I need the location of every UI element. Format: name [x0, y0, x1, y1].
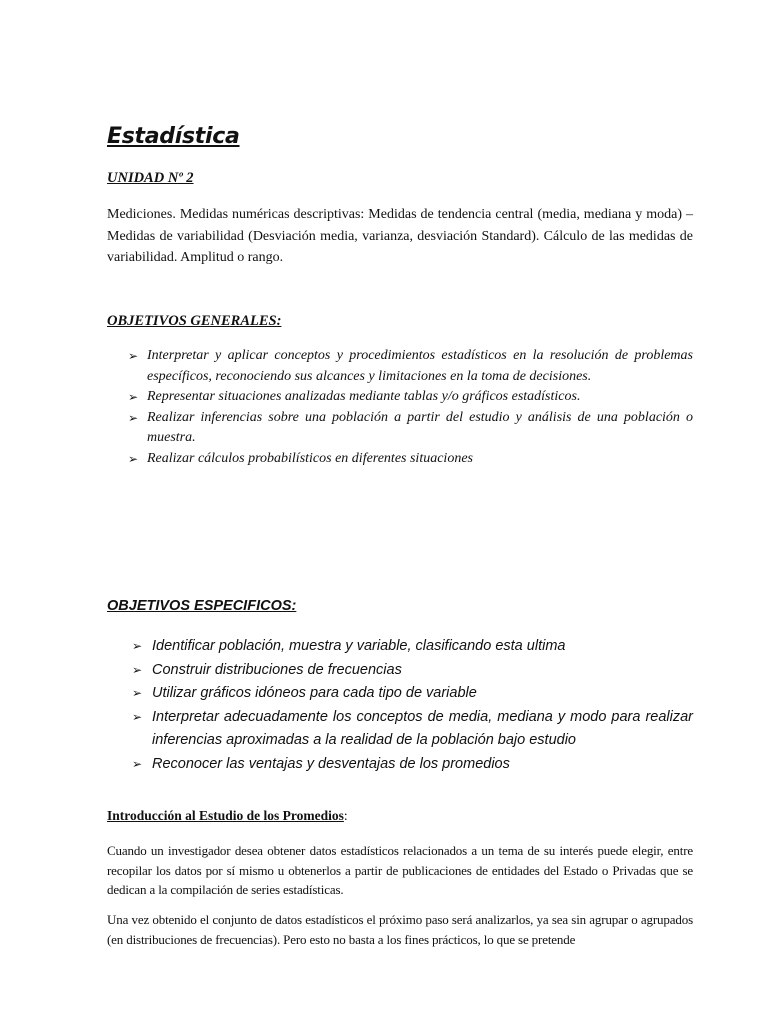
list-item-text: Realizar inferencias sobre una población a partir del estudio y análisis de una población o muestra. — [147, 409, 693, 445]
list-item-text: Interpretar y aplicar conceptos y procedimientos estadísticos en la resolución de problemas específicos, reconociendo sus alcances y limitaciones en la toma de decisiones. — [147, 348, 693, 384]
list-item-text: Construir distribuciones de frecuencias — [152, 661, 402, 678]
list-item-text: Utilizar gráficos idóneos para cada tipo de variable — [152, 685, 477, 701]
list-item-text: Realizar cálculos probabilísticos en diferentes situaciones — [147, 450, 473, 466]
list-item — [128, 408, 693, 449]
arrow-bullet-icon: ➢ — [132, 709, 143, 724]
arrow-bullet-icon: ➢ — [132, 662, 143, 677]
document-title: Estadística — [107, 124, 240, 149]
list-item-text: Identificar población, muestra y variable, clasificando esta ultima — [152, 638, 566, 654]
arrow-bullet-icon: ➢ — [128, 410, 139, 425]
list-item — [128, 346, 693, 387]
list-item-text: Representar situaciones analizadas mediante tablas y/o gráficos estadísticos. — [147, 389, 581, 404]
arrow-bullet-icon: ➢ — [132, 756, 143, 771]
list-item-text: Reconocer las ventajas y desventajas de los promedios — [152, 755, 510, 772]
specific-objectives-heading: OBJETIVOS ESPECIFICOS: — [107, 598, 297, 614]
list-item — [132, 706, 693, 753]
arrow-bullet-icon: ➢ — [132, 686, 143, 700]
list-item-text: Interpretar adecuadamente los conceptos de media, mediana y modo para realizar inferencias aproximadas a la realidad de la población bajo estudio — [152, 708, 693, 748]
list-item — [132, 659, 693, 683]
introduction-heading-colon: : — [343, 808, 348, 823]
introduction-paragraph-1: Cuando un investigador desea obtener datos estadísticos relacionados a un tema de su interés puede elegir, entre recopilar los datos por sí mismo u obtenerlos a partir de publicaciones de entidades del Estado o Privadas que se dedican a la compilación de series estadísticas. — [107, 843, 693, 897]
arrow-bullet-icon: ➢ — [128, 349, 139, 363]
list-item — [132, 682, 693, 706]
arrow-bullet-icon: ➢ — [128, 390, 139, 404]
specific-objectives-list — [132, 635, 693, 776]
unit-heading: UNIDAD Nº 2 — [107, 170, 194, 186]
arrow-bullet-icon: ➢ — [132, 639, 143, 653]
general-objectives-heading: OBJETIVOS GENERALES: — [107, 313, 282, 329]
arrow-bullet-icon: ➢ — [128, 451, 139, 466]
introduction-heading — [107, 808, 348, 824]
introduction-paragraph-2: Una vez obtenido el conjunto de datos estadísticos el próximo paso será analizarlos, ya sea sin agrupar o agrupados (en distribuciones de frecuencias). Pero esto no basta a los fines prácticos, lo que se pretende — [107, 912, 693, 947]
general-objectives-list — [128, 346, 693, 469]
unit-description: Mediciones. Medidas numéricas descriptivas: Medidas de tendencia central (media, mediana y moda) – Medidas de variabilidad (Desviación media, varianza, desviación Standard). Cálculo de las medidas de variabilidad. Amplitud o rango. — [107, 207, 693, 265]
list-item — [132, 753, 693, 777]
list-item — [128, 387, 693, 408]
introduction-heading-text: Introducción al Estudio de los Promedios — [107, 808, 344, 823]
list-item — [132, 635, 693, 659]
list-item — [128, 449, 693, 470]
